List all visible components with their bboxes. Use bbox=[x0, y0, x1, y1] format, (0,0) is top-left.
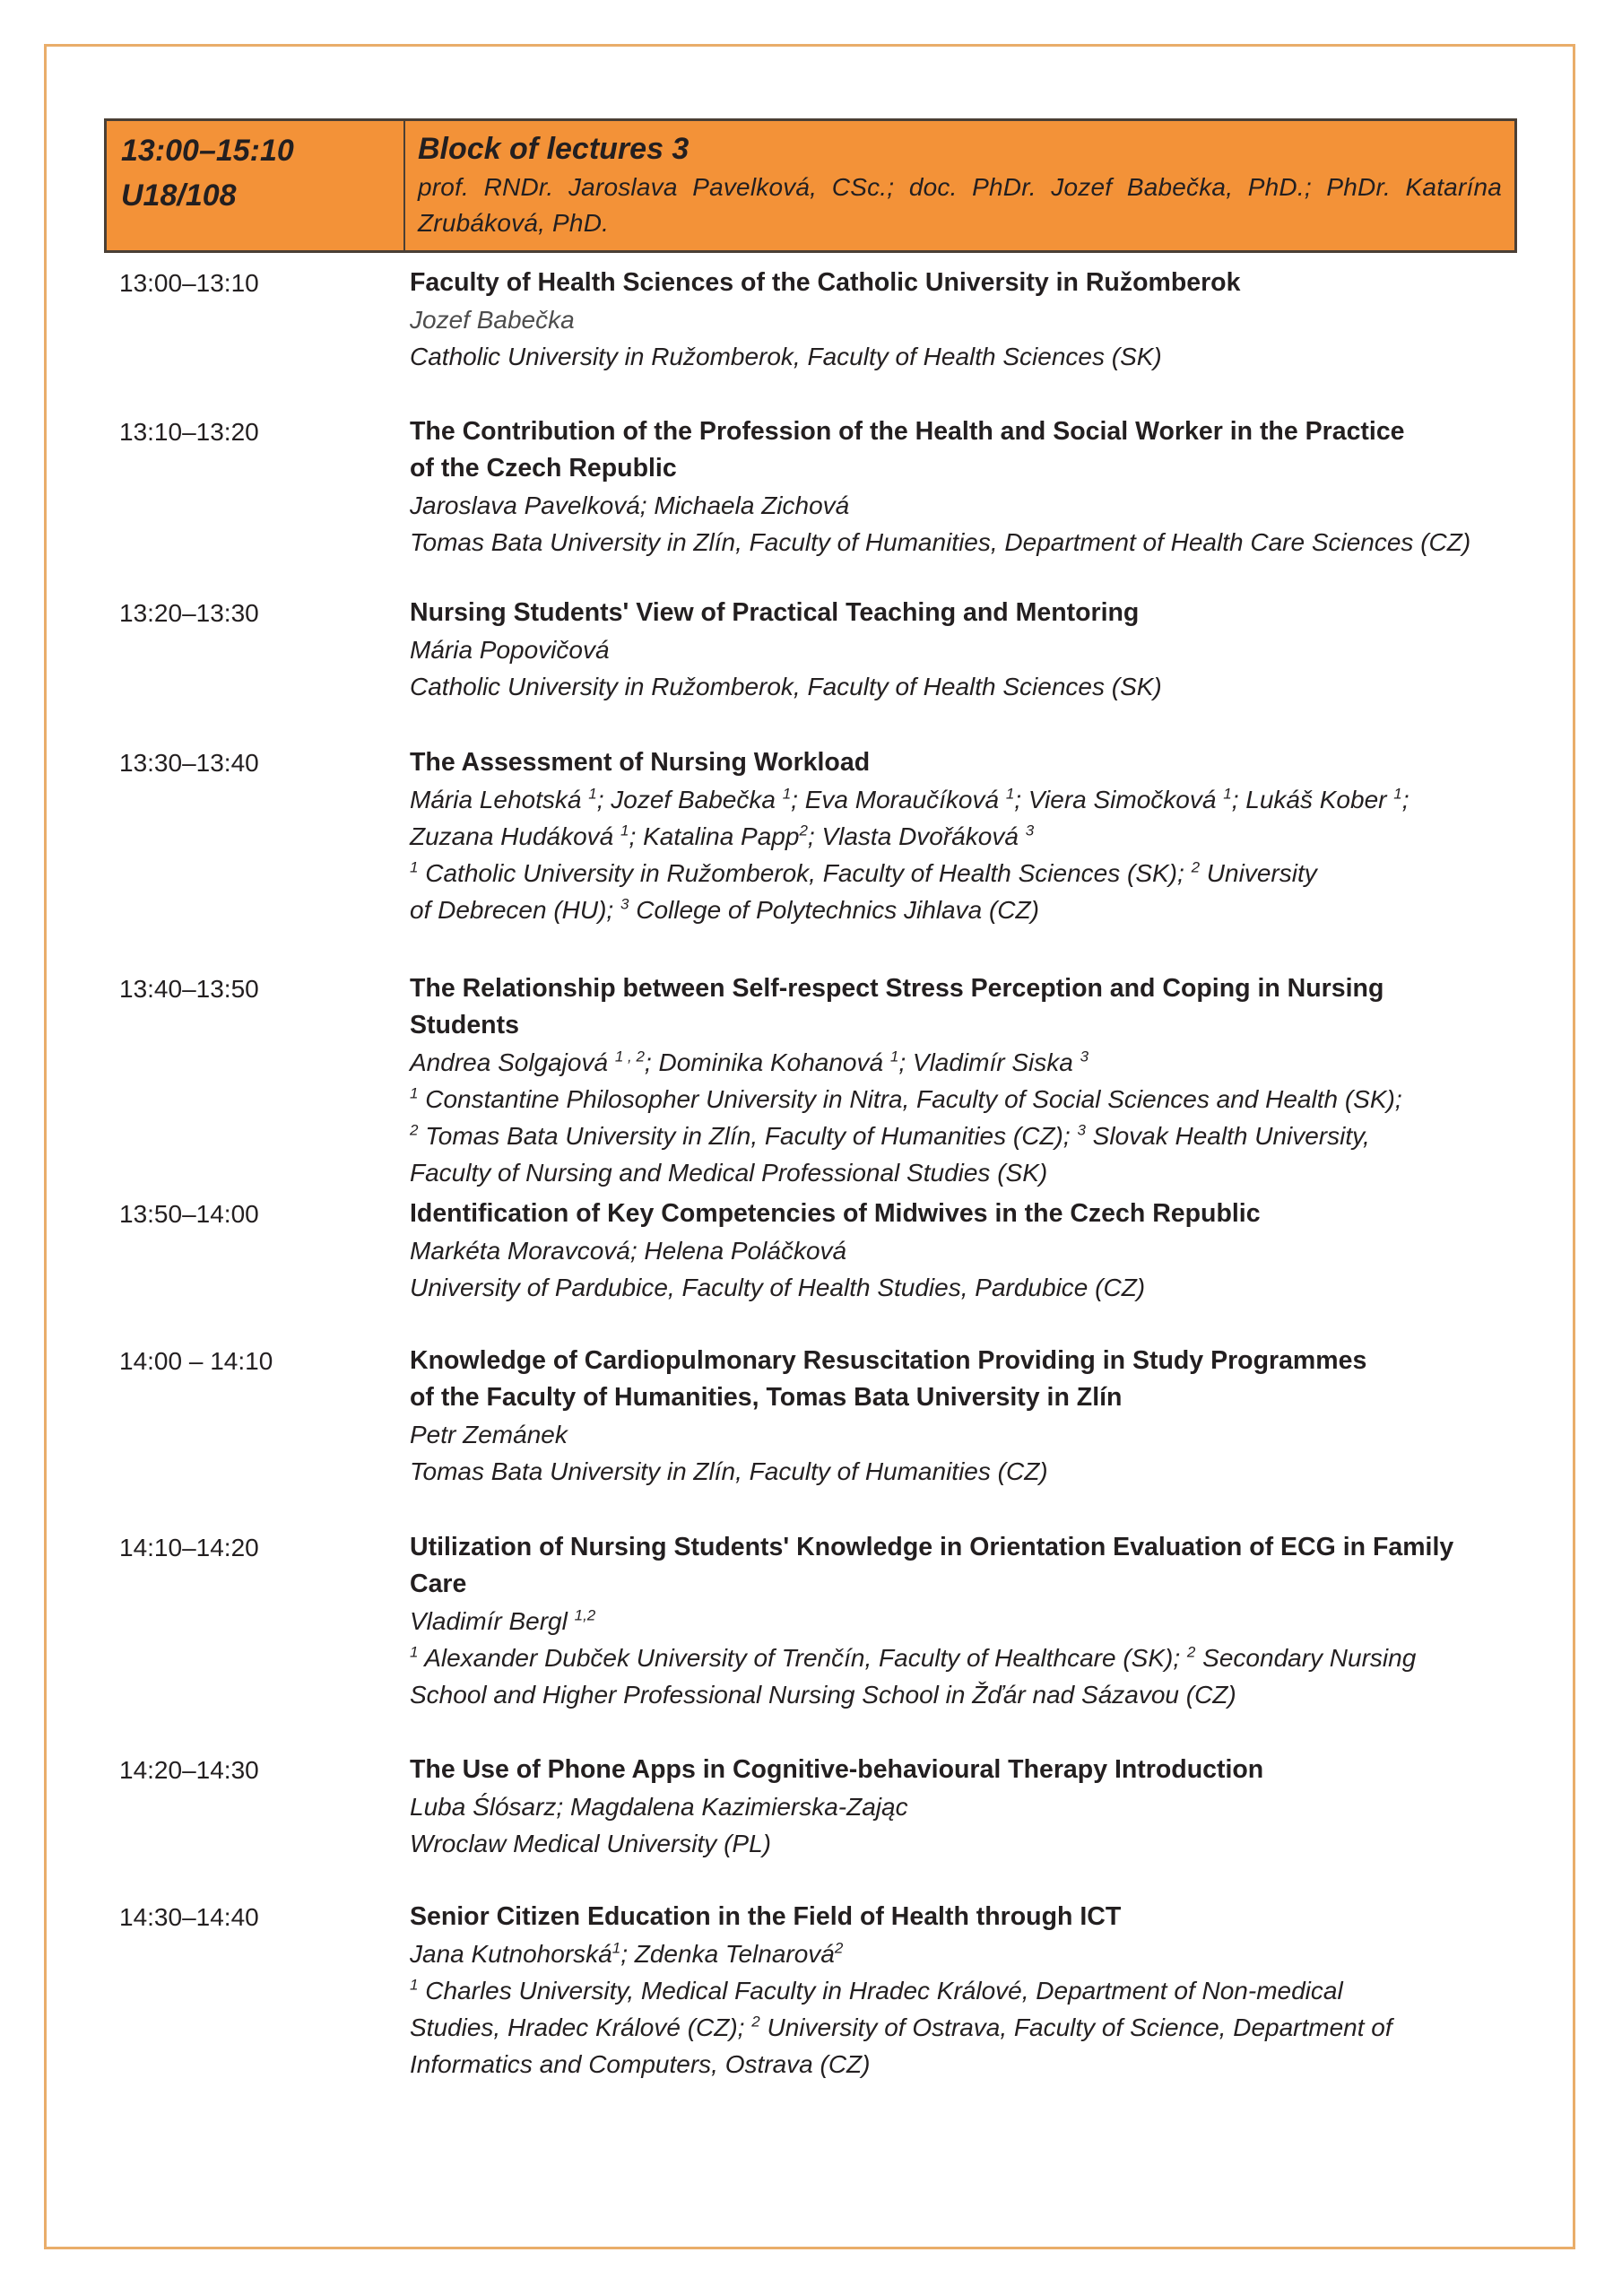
superscript-marker: 1 bbox=[1223, 785, 1232, 803]
session-content bbox=[410, 1343, 1502, 1490]
session-title bbox=[410, 1752, 1502, 1788]
session-title-line: Utilization of Nursing Students' Knowledge in Orientation Evaluation of ECG in Family bbox=[410, 1533, 1454, 1561]
author-line: Jana Kutnohorská$^1$; Zdenka Telnarová$^2$ bbox=[410, 1939, 844, 1968]
session-time: 14:10–14:20 bbox=[119, 1534, 259, 1561]
session-title-line: The Relationship between Self-respect Stress Perception and Coping in Nursing bbox=[410, 974, 1384, 1003]
session-title-line: Students bbox=[410, 1011, 519, 1039]
superscript-marker: 1 bbox=[588, 785, 597, 803]
block-info-cell bbox=[405, 121, 1514, 250]
session-title-line: of the Faculty of Humanities, Tomas Bata University in Zlín bbox=[410, 1383, 1123, 1412]
superscript-marker: 3 bbox=[1080, 1048, 1089, 1065]
superscript-marker: 1 bbox=[612, 1939, 621, 1957]
affiliation-line: School and Higher Professional Nursing School in Žďár nad Sázavou (CZ) bbox=[410, 1681, 1236, 1709]
session-affiliation bbox=[410, 1269, 1502, 1306]
block-room: U18/108 bbox=[121, 178, 237, 213]
session-content bbox=[410, 1196, 1502, 1306]
session-time: 14:00 – 14:10 bbox=[119, 1347, 273, 1375]
session-time: 13:50–14:00 bbox=[119, 1200, 259, 1228]
superscript-marker: 3 bbox=[620, 895, 629, 913]
session-title bbox=[410, 1343, 1502, 1416]
superscript-marker: 1 bbox=[620, 822, 629, 839]
block-title: Block of lectures 3 bbox=[418, 132, 690, 166]
block-chairs: prof. RNDr. Jaroslava Pavelková, CSc.; doc. PhDr. Jozef Babečka, PhD.; PhDr. Katarína Zrubáková, PhD. bbox=[418, 173, 1502, 237]
superscript-marker: 1,2 bbox=[574, 1606, 596, 1624]
session-content bbox=[410, 413, 1502, 561]
session-authors bbox=[410, 487, 1502, 524]
session-authors bbox=[410, 1044, 1502, 1081]
superscript-marker: 2 bbox=[1186, 1643, 1196, 1661]
superscript-marker: 1 bbox=[410, 1643, 419, 1661]
session-time: 14:20–14:30 bbox=[119, 1756, 259, 1784]
affiliation-line: Faculty of Nursing and Medical Professional Studies (SK) bbox=[410, 1159, 1048, 1187]
session-title-line: Nursing Students' View of Practical Teaching and Mentoring bbox=[410, 598, 1140, 627]
superscript-marker: 1 bbox=[410, 858, 419, 876]
session-title-line: The Assessment of Nursing Workload bbox=[410, 748, 871, 777]
session-title bbox=[410, 413, 1502, 487]
superscript-marker: 2 bbox=[799, 822, 808, 839]
affiliation-line: University of Pardubice, Faculty of Health Studies, Pardubice (CZ) bbox=[410, 1274, 1146, 1301]
affiliation-line: Wroclaw Medical University (PL) bbox=[410, 1830, 771, 1857]
affiliation-line: $^1$ Charles University, Medical Faculty in Hradec Králové, Department of Non-medical bbox=[410, 1976, 1343, 2005]
superscript-marker: 1 bbox=[782, 785, 792, 803]
session-time: 13:30–13:40 bbox=[119, 749, 259, 777]
session-authors bbox=[410, 1232, 1502, 1269]
superscript-marker: 2 bbox=[751, 2013, 760, 2031]
session-title bbox=[410, 265, 1502, 301]
affiliation-line: $^1$ Catholic University in Ružomberok, Faculty of Health Sciences (SK); $^2$ University bbox=[410, 858, 1317, 887]
superscript-marker: 1 , 2 bbox=[614, 1048, 645, 1065]
superscript-marker: 3 bbox=[1077, 1121, 1086, 1139]
superscript-marker: 1 bbox=[410, 1976, 419, 1994]
session-title bbox=[410, 1196, 1502, 1232]
author-line: Jozef Babečka bbox=[410, 306, 575, 334]
session-title-line: Faculty of Health Sciences of the Catholic University in Ružomberok bbox=[410, 268, 1241, 297]
affiliation-line: Studies, Hradec Králové (CZ); $^2$ University of Ostrava, Faculty of Science, Department of bbox=[410, 2013, 1392, 2041]
affiliation-line: $^2$ Tomas Bata University in Zlín, Faculty of Humanities (CZ); $^3$ Slovak Health University, bbox=[410, 1121, 1370, 1150]
session-title-line: Senior Citizen Education in the Field of Health through ICT bbox=[410, 1902, 1122, 1931]
session-affiliation bbox=[410, 1972, 1502, 2083]
affiliation-line: Catholic University in Ružomberok, Faculty of Health Sciences (SK) bbox=[410, 343, 1162, 370]
session-content bbox=[410, 970, 1502, 1191]
session-affiliation bbox=[410, 1639, 1502, 1713]
affiliation-line: Tomas Bata University in Zlín, Faculty of Humanities, Department of Health Care Sciences (CZ) bbox=[410, 528, 1471, 556]
superscript-marker: 1 bbox=[1393, 785, 1402, 803]
superscript-marker: 1 bbox=[410, 1084, 419, 1102]
affiliation-line: Informatics and Computers, Ostrava (CZ) bbox=[410, 2050, 871, 2078]
session-authors bbox=[410, 1416, 1502, 1453]
session-title-line: The Use of Phone Apps in Cognitive-behavioural Therapy Introduction bbox=[410, 1755, 1264, 1784]
session-affiliation bbox=[410, 524, 1502, 561]
session-title bbox=[410, 1529, 1502, 1603]
session-authors bbox=[410, 1935, 1502, 1972]
session-affiliation bbox=[410, 668, 1502, 705]
block-header bbox=[104, 118, 1517, 253]
session-authors bbox=[410, 301, 1502, 338]
session-content bbox=[410, 595, 1502, 705]
author-line: Petr Zemánek bbox=[410, 1421, 568, 1448]
superscript-marker: 1 bbox=[1005, 785, 1015, 803]
session-time: 14:30–14:40 bbox=[119, 1903, 259, 1931]
session-affiliation bbox=[410, 1453, 1502, 1490]
author-line: Zuzana Hudáková $^1$; Katalina Papp$^2$; Vlasta Dvořáková $^3$ bbox=[410, 822, 1035, 850]
session-affiliation bbox=[410, 1825, 1502, 1862]
author-line: Vladimír Bergl $^{1,2}$ bbox=[410, 1606, 596, 1635]
affiliation-line: Tomas Bata University in Zlín, Faculty of Humanities (CZ) bbox=[410, 1457, 1048, 1485]
session-content bbox=[410, 1529, 1502, 1713]
superscript-marker: 2 bbox=[834, 1939, 844, 1957]
block-time: 13:00–15:10 bbox=[121, 134, 294, 168]
block-time-cell bbox=[107, 121, 405, 250]
author-line: Andrea Solgajová $^{1 , 2}$; Dominika Kohanová $^1$; Vladimír Siska $^3$ bbox=[410, 1048, 1089, 1076]
session-affiliation bbox=[410, 1081, 1502, 1191]
affiliation-line: $^1$ Constantine Philosopher University in Nitra, Faculty of Social Sciences and Health (SK); bbox=[410, 1084, 1402, 1113]
session-affiliation bbox=[410, 855, 1502, 928]
affiliation-line: Catholic University in Ružomberok, Faculty of Health Sciences (SK) bbox=[410, 673, 1162, 700]
session-time: 13:10–13:20 bbox=[119, 418, 259, 446]
session-time: 13:00–13:10 bbox=[119, 269, 259, 297]
affiliation-line: of Debrecen (HU); $^3$ College of Polytechnics Jihlava (CZ) bbox=[410, 895, 1039, 924]
session-title-line: The Contribution of the Profession of the Health and Social Worker in the Practice bbox=[410, 417, 1405, 446]
superscript-marker: 1 bbox=[889, 1048, 899, 1065]
session-time: 13:20–13:30 bbox=[119, 599, 259, 627]
session-title-line: Identification of Key Competencies of Midwives in the Czech Republic bbox=[410, 1199, 1261, 1228]
session-content bbox=[410, 744, 1502, 928]
session-authors bbox=[410, 781, 1502, 855]
session-authors bbox=[410, 1603, 1502, 1639]
author-line: Markéta Moravcová; Helena Poláčková bbox=[410, 1237, 847, 1265]
session-content bbox=[410, 1752, 1502, 1862]
superscript-marker: 3 bbox=[1025, 822, 1035, 839]
superscript-marker: 2 bbox=[410, 1121, 419, 1139]
session-title-line: Knowledge of Cardiopulmonary Resuscitation Providing in Study Programmes bbox=[410, 1346, 1367, 1375]
session-title bbox=[410, 1899, 1502, 1935]
session-content bbox=[410, 1899, 1502, 2083]
session-time: 13:40–13:50 bbox=[119, 975, 259, 1003]
superscript-marker: 2 bbox=[1191, 858, 1201, 876]
author-line: Mária Lehotská $^1$; Jozef Babečka $^1$; Eva Moraučíková $^1$; Viera Simočková $^1$; Lukáš Kober $^1$; bbox=[410, 785, 1409, 813]
author-line: Mária Popovičová bbox=[410, 636, 610, 664]
affiliation-line: $^1$ Alexander Dubček University of Trenčín, Faculty of Healthcare (SK); $^2$ Secondary Nursing bbox=[410, 1643, 1417, 1672]
session-title-line: Care bbox=[410, 1570, 467, 1598]
author-line: Luba Ślósarz; Magdalena Kazimierska-Zając bbox=[410, 1793, 908, 1821]
session-affiliation bbox=[410, 338, 1502, 375]
session-title-line: of the Czech Republic bbox=[410, 454, 677, 483]
session-title bbox=[410, 595, 1502, 631]
session-content bbox=[410, 265, 1502, 375]
author-line: Jaroslava Pavelková; Michaela Zichová bbox=[410, 491, 850, 519]
session-authors bbox=[410, 631, 1502, 668]
session-title bbox=[410, 970, 1502, 1044]
session-authors bbox=[410, 1788, 1502, 1825]
session-title bbox=[410, 744, 1502, 781]
